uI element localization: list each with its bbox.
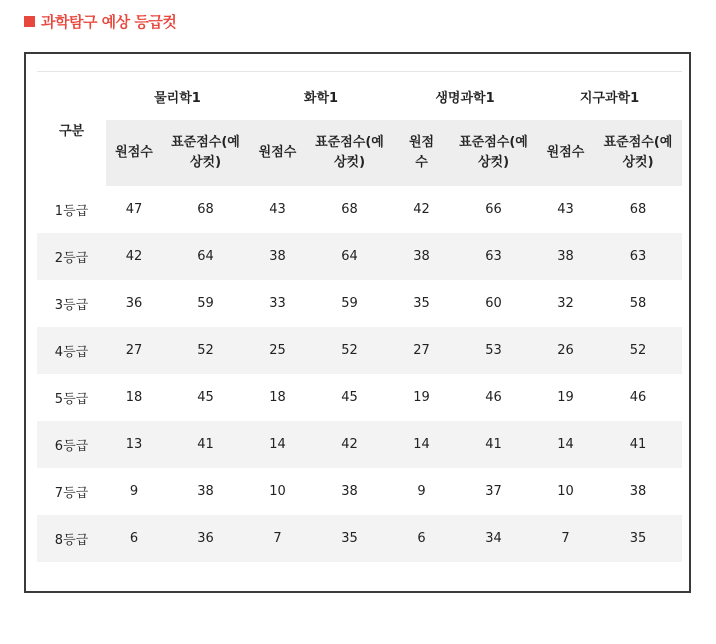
standard-score-header: 표준점수(예상컷) bbox=[594, 120, 682, 186]
raw-score-cell: 9 bbox=[129, 484, 139, 499]
raw-score-cell: 7 bbox=[249, 515, 306, 562]
table-row bbox=[37, 186, 682, 233]
raw-score-header: 원점수 bbox=[249, 120, 306, 186]
grade-cut-box bbox=[24, 52, 691, 593]
table-row bbox=[37, 421, 682, 468]
standard-score-cell: 37 bbox=[485, 484, 502, 499]
table-row bbox=[37, 374, 682, 421]
raw-score-cell: 25 bbox=[249, 327, 306, 374]
raw-score-cell: 27 bbox=[393, 327, 450, 374]
raw-score-cell: 14 bbox=[249, 421, 306, 468]
raw-score-cell: 18 bbox=[125, 390, 143, 405]
standard-score-cell: 38 bbox=[629, 484, 647, 499]
grade-cell: 6등급 bbox=[37, 421, 106, 468]
standard-score-cell: 46 bbox=[485, 390, 502, 405]
grade-cut-table bbox=[37, 71, 682, 562]
raw-score-header: 원점 수 bbox=[393, 120, 450, 186]
standard-score-cell: 42 bbox=[306, 421, 393, 468]
grade-cell: 7등급 bbox=[54, 486, 89, 501]
standard-score-cell: 64 bbox=[306, 233, 393, 280]
standard-score-cell: 59 bbox=[341, 296, 358, 311]
raw-score-cell: 35 bbox=[413, 296, 430, 311]
standard-score-cell: 41 bbox=[162, 421, 249, 468]
standard-score-cell: 68 bbox=[341, 202, 358, 217]
raw-score-cell: 38 bbox=[393, 233, 450, 280]
raw-score-cell: 18 bbox=[269, 390, 286, 405]
standard-score-cell: 35 bbox=[306, 515, 393, 562]
standard-score-cell: 52 bbox=[594, 327, 682, 374]
raw-score-cell: 32 bbox=[557, 296, 574, 311]
grade-cell: 4등급 bbox=[37, 327, 106, 374]
table-row bbox=[37, 233, 682, 280]
grade-cell: 5등급 bbox=[54, 392, 89, 407]
standard-score-header: 표준점수(예상컷) bbox=[450, 120, 537, 186]
standard-score-cell: 46 bbox=[629, 390, 647, 405]
raw-score-cell: 42 bbox=[413, 202, 430, 217]
raw-score-cell: 38 bbox=[249, 233, 306, 280]
grade-cell: 1등급 bbox=[54, 204, 89, 219]
header-category: 구분 bbox=[58, 123, 85, 139]
raw-score-cell: 47 bbox=[125, 202, 143, 217]
table-row bbox=[37, 515, 682, 562]
standard-score-cell: 68 bbox=[629, 202, 647, 217]
subject-header: 화학1 bbox=[303, 90, 339, 106]
standard-score-cell: 35 bbox=[594, 515, 682, 562]
standard-score-cell: 41 bbox=[594, 421, 682, 468]
subject-header: 물리학1 bbox=[154, 90, 201, 106]
standard-score-cell: 60 bbox=[485, 296, 502, 311]
raw-score-cell: 27 bbox=[106, 327, 162, 374]
standard-score-cell: 38 bbox=[197, 484, 214, 499]
raw-score-cell: 19 bbox=[557, 390, 574, 405]
grade-rows bbox=[37, 186, 682, 562]
standard-score-cell: 68 bbox=[197, 202, 214, 217]
standard-score-cell: 52 bbox=[306, 327, 393, 374]
square-bullet-icon bbox=[24, 16, 35, 27]
standard-score-cell: 52 bbox=[162, 327, 249, 374]
standard-score-cell: 53 bbox=[450, 327, 537, 374]
raw-score-cell: 19 bbox=[413, 390, 430, 405]
table-row bbox=[37, 468, 682, 515]
standard-score-header: 표준점수(예상컷) bbox=[306, 120, 393, 186]
standard-score-cell: 63 bbox=[594, 233, 682, 280]
subject-header: 생명과학1 bbox=[435, 90, 495, 106]
raw-score-cell: 10 bbox=[269, 484, 286, 499]
grade-cell: 3등급 bbox=[54, 298, 89, 313]
raw-score-cell: 6 bbox=[106, 515, 162, 562]
standard-score-header: 표준점수(예상컷) bbox=[162, 120, 249, 186]
raw-score-cell: 9 bbox=[417, 484, 426, 499]
table-row bbox=[37, 280, 682, 327]
page-title bbox=[24, 10, 176, 32]
subject-header: 지구과학1 bbox=[579, 90, 640, 106]
grade-cell: 2등급 bbox=[37, 233, 106, 280]
standard-score-cell: 63 bbox=[450, 233, 537, 280]
raw-score-cell: 26 bbox=[537, 327, 594, 374]
raw-score-cell: 14 bbox=[393, 421, 450, 468]
standard-score-cell: 45 bbox=[197, 390, 214, 405]
standard-score-cell: 58 bbox=[629, 296, 647, 311]
raw-score-header: 원점수 bbox=[106, 120, 162, 186]
standard-score-cell: 66 bbox=[485, 202, 502, 217]
raw-score-cell: 6 bbox=[393, 515, 450, 562]
page-title-text: 과학탐구 예상 등급컷 bbox=[41, 12, 177, 31]
standard-score-cell: 36 bbox=[162, 515, 249, 562]
raw-score-cell: 43 bbox=[269, 202, 286, 217]
subheader-row bbox=[37, 120, 682, 186]
grade-cell: 8등급 bbox=[37, 515, 106, 562]
standard-score-cell: 38 bbox=[341, 484, 358, 499]
raw-score-cell: 10 bbox=[557, 484, 574, 499]
raw-score-cell: 42 bbox=[106, 233, 162, 280]
raw-score-header: 원점수 bbox=[537, 120, 594, 186]
standard-score-cell: 41 bbox=[450, 421, 537, 468]
raw-score-cell: 43 bbox=[557, 202, 574, 217]
raw-score-cell: 33 bbox=[269, 296, 286, 311]
raw-score-cell: 13 bbox=[106, 421, 162, 468]
raw-score-cell: 36 bbox=[125, 296, 143, 311]
standard-score-cell: 45 bbox=[341, 390, 358, 405]
raw-score-cell: 14 bbox=[537, 421, 594, 468]
standard-score-cell: 64 bbox=[162, 233, 249, 280]
standard-score-cell: 34 bbox=[450, 515, 537, 562]
table-row bbox=[37, 327, 682, 374]
raw-score-cell: 7 bbox=[537, 515, 594, 562]
raw-score-cell: 38 bbox=[537, 233, 594, 280]
standard-score-cell: 59 bbox=[197, 296, 214, 311]
